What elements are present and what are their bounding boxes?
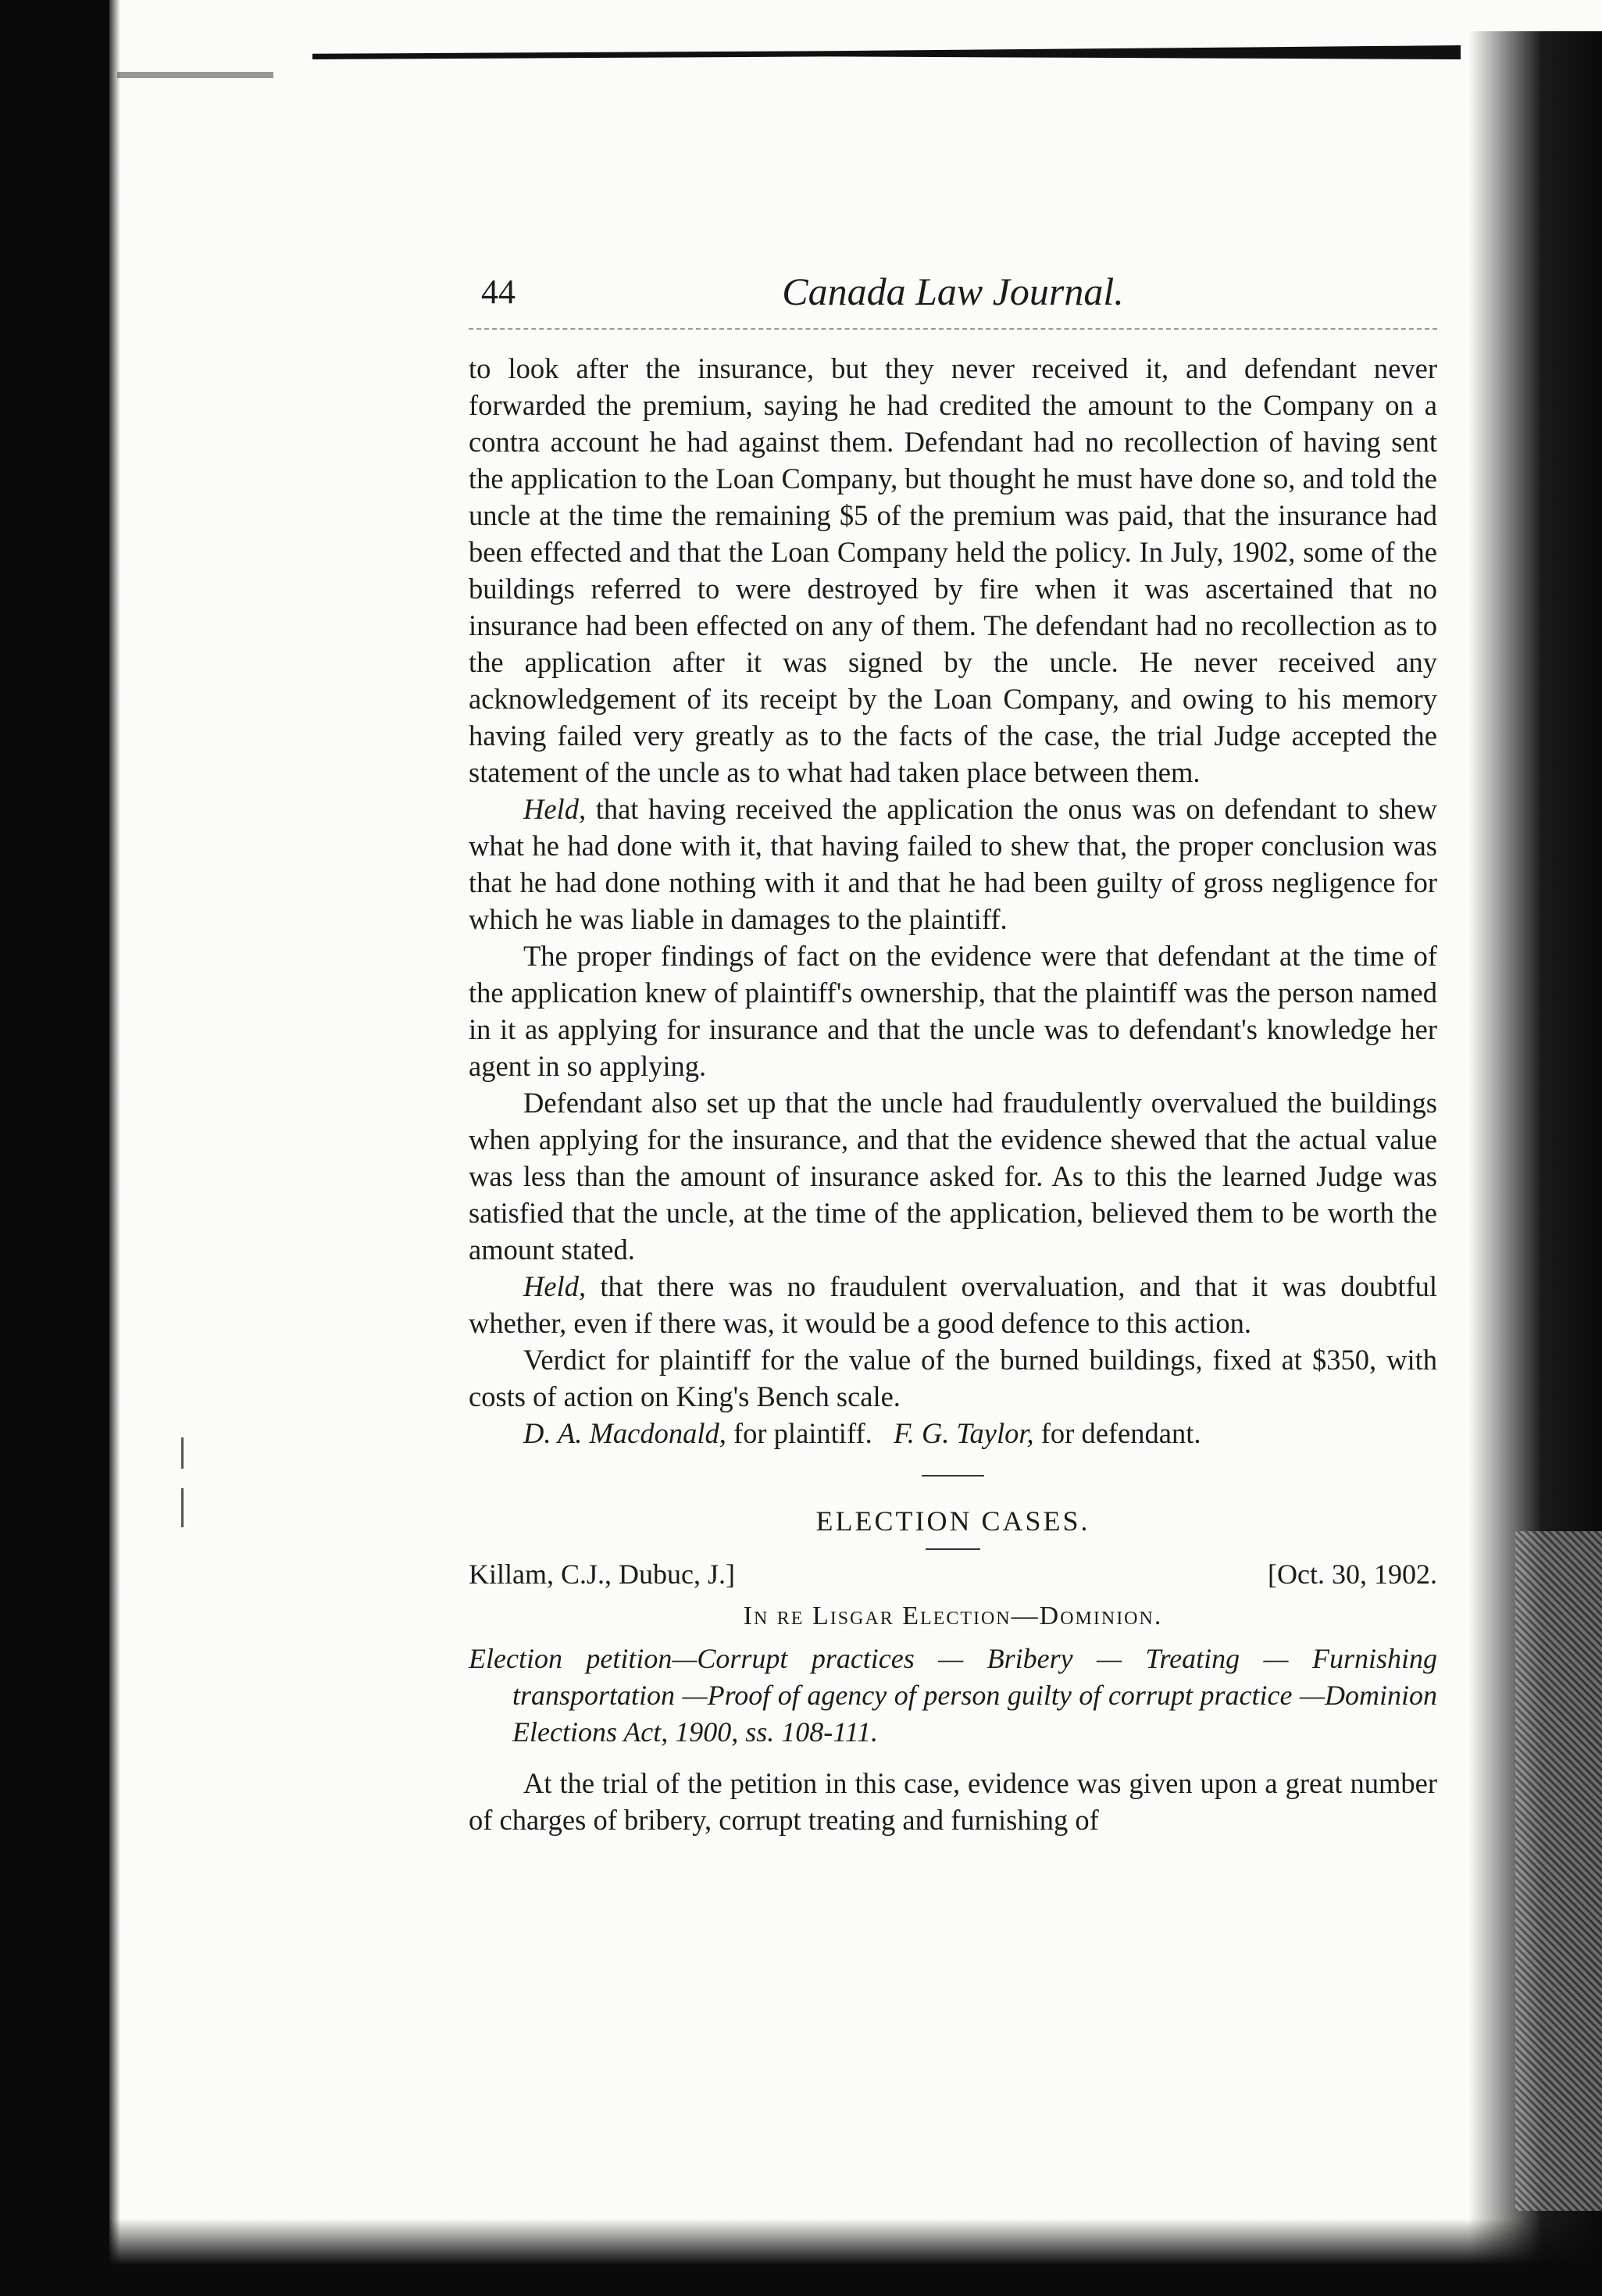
closing-text	[469, 1765, 1437, 1838]
section-title: ELECTION CASES.	[815, 1505, 1090, 1537]
paragraph-text: that there was no fraudulent overvaluation, and that it was doubtful whether, even if there was, it would be a good defence to this action.	[469, 1270, 1438, 1339]
paragraph-held	[469, 1268, 1437, 1341]
page	[469, 266, 1437, 1838]
court-line	[469, 1558, 1437, 1597]
margin-mark	[181, 1488, 184, 1527]
paragraph-held	[469, 791, 1437, 937]
paragraph-verdict: Verdict for plaintiff for the value of the burned buildings, fixed at $350, with costs of action on King's Bench scale.	[469, 1344, 1437, 1412]
margin-mark	[181, 1437, 184, 1469]
section-divider	[922, 1475, 984, 1477]
held-label: Held,	[523, 1270, 587, 1302]
counsel-line	[469, 1415, 1437, 1452]
for-plaintiff: for plaintiff.	[726, 1417, 872, 1449]
page-number: 44	[481, 273, 516, 311]
plaintiff-counsel: D. A. Macdonald,	[523, 1417, 726, 1449]
scan-left-edge	[0, 0, 109, 2296]
headnote: Election petition—Corrupt practices — Bribery — Treating — Furnishing transportation —Proof of agency of person guilty of corrupt practice —Dominion Elections Act, 1900, ss. 108-111.	[469, 1643, 1437, 1748]
paragraph: At the trial of the petition in this case, evidence was given upon a great number of charges of bribery, corrupt treating and furnishing of	[469, 1767, 1437, 1836]
paragraph-text: that having received the application the onus was on defendant to shew what he had done with it, that having failed to shew that, the proper conclusion was that he had done nothing with it and that he had been guilty of gross negligence for which he was liable in damages to the plaintiff.	[469, 793, 1438, 935]
scan-top-mark	[117, 72, 273, 78]
running-header	[469, 266, 1437, 330]
section-underline	[926, 1548, 980, 1550]
defendant-counsel: F. G. Taylor,	[894, 1417, 1034, 1449]
scan-right-speckle	[1515, 1531, 1602, 2211]
paragraph: The proper findings of fact on the evidence were that defendant at the time of the application knew of plaintiff's ownership, that the plaintiff was the person named in it as applying for insurance and that the uncle was to defendant's knowledge her agent in so applying.	[469, 940, 1437, 1082]
scan-top-rule	[312, 45, 1461, 59]
for-defendant: for defendant.	[1033, 1417, 1201, 1449]
decision-date: [Oct. 30, 1902.	[1268, 1559, 1437, 1590]
held-label: Held,	[523, 793, 587, 825]
paragraph: to look after the insurance, but they never received it, and defendant never forwarded the premium, saying he had credited the amount to the Company on a contra account he had against them. Defendant had no recollection of having sent the application to the Loan Company, but thought he must have done so, and told the uncle at the time the remaining $5 of the premium was paid, that the insurance had been effected and that the Loan Company held the policy. In July, 1902, some of the buildings referred to were destroyed by fire when it was ascertained that no insurance had been effected on any of them. The defendant had no recollection as to the application after it was signed by the uncle. He never received any acknowledgement of its receipt by the Loan Company, and owing to his memory having failed very greatly as to the facts of the case, the trial Judge accepted the statement of the uncle as to what had taken place between them.	[469, 352, 1437, 788]
scan-left-shadow	[109, 0, 120, 2296]
court-judges: Killam, C.J., Dubuc, J.]	[469, 1559, 735, 1590]
scan-bottom-edge	[109, 2219, 1602, 2296]
paragraph: Defendant also set up that the uncle had fraudulently overvalued the buildings when applying for the insurance, and that the evidence shewed that the actual value was less than the amount of insurance asked for. As to this the learned Judge was satisfied that the uncle, at the time of the application, believed them to be worth the amount stated.	[469, 1087, 1437, 1266]
body-text	[469, 350, 1437, 1452]
journal-title: Canada Law Journal.	[782, 270, 1124, 313]
case-name: In re Lisgar Election—Dominion.	[743, 1601, 1163, 1630]
